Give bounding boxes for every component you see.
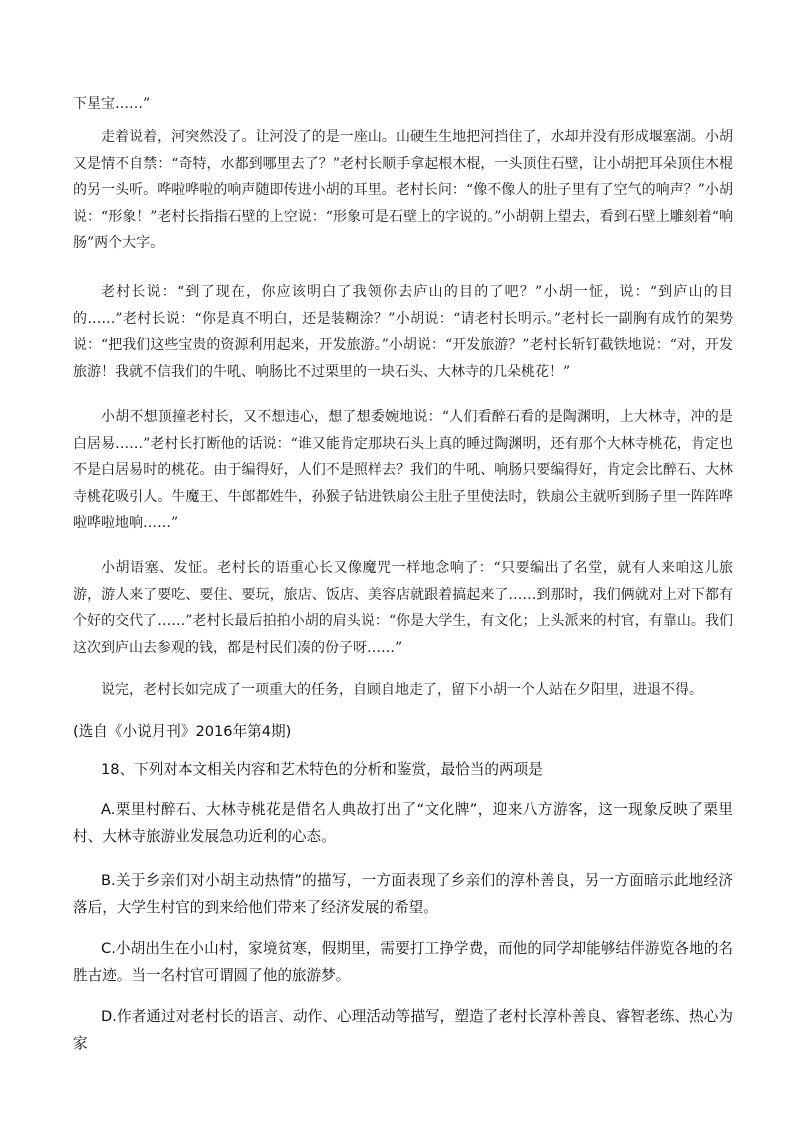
- answer-option-c: C.小胡出生在小山村，家境贫寒，假期里，需要打工挣学费，而他的同学却能够结伴游览各地的名胜古迹。当一名村官可谓圆了他的旅游梦。: [73, 940, 733, 984]
- story-paragraph: 小胡不想顶撞老村长，又不想违心，想了想委婉地说：“人们看醉石看的是陶渊明，上大林寺，冲的是白居易……”老村长打断他的话说：“谁又能肯定那块石头上真的睡过陶渊明，还有那个大林寺桃花，肯定也不是白居易时的桃花。由于编得好，人们不是照样去？我们的牛吼、响肠只要编得好，肯定会比醉石、大林寺桃花吸引人。牛魔王、牛郎都姓牛，孙猴子钻进铁扇公主肚子里使法时，铁扇公主就听到肠子里一阵阵哗啦哗啦地响……”: [73, 409, 733, 532]
- answer-option-a: A.栗里村醉石、大林寺桃花是借名人典故打出了“文化牌”，迎来八方游客，这一现象反映了栗里村、大林寺旅游业发展急功近利的心态。: [73, 801, 733, 845]
- story-paragraph: 小胡语塞、发怔。老村长的语重心长又像魔咒一样地念响了：“只要编出了名堂，就有人来咱这儿旅游，游人来了要吃、要住、要玩，旅店、饭店、美容店就跟着搞起来了……到那时，我们俩就对上对下都有个好的交代了……”老村长最后拍拍小胡的肩头说：“你是大学生，有文化；上头派来的村官，有靠山。我们这次到庐山去参观的钱，都是村民们凑的份子呀……”: [73, 560, 733, 656]
- question-stem: 18、下列对本文相关内容和艺术特色的分析和鉴赏，最恰当的两项是: [101, 761, 543, 778]
- story-paragraph: 老村长说：“到了现在，你应该明白了我领你去庐山的目的了吧？”小胡一怔，说：“到庐山的目的……”老村长说：“你是真不明白，还是装糊涂？”小胡说：“请老村长明示。”老村长一副胸有成竹的架势说：“把我们这些宝贵的资源利用起来，开发旅游。”小胡说：“开发旅游？”老村长斩钉截铁地说：“对，开发旅游！我就不信我们的牛吼、响肠比不过栗里的一块石头、大林寺的几朵桃花！”: [73, 284, 733, 380]
- source-citation: (选自《小说月刊》2016年第4期): [73, 723, 292, 740]
- story-paragraph: 走着说着，河突然没了。让河没了的是一座山。山硬生生地把河挡住了，水却并没有形成堰塞湖。小胡又是情不自禁：“奇特，水都到哪里去了？”老村长顺手拿起根木棍，一头顶住石壁，让小胡把耳朵顶住木棍的另一头听。哗啦哗啦的响声随即传进小胡的耳里。老村长问：“像不像人的肚子里有了空气的响声？”小胡说：“形象！”老村长指指石壁的上空说：“形象可是石壁上的字说的。”小胡朝上望去，看到石壁上雕刻着“响肠”两个大字。: [73, 129, 733, 252]
- answer-option-b: B.关于乡亲们对小胡主动热情”的描写，一方面表现了乡亲们的淳朴善良，另一方面暗示此地经济落后，大学生村官的到来给他们带来了经济发展的希望。: [73, 872, 733, 916]
- story-paragraph: 说完，老村长如完成了一项重大的任务，自顾自地走了，留下小胡一个人站在夕阳里，进退不得。: [101, 682, 703, 698]
- story-paragraph-continued: 下星宝……”: [73, 96, 151, 112]
- answer-option-d: D.作者通过对老村长的语言、动作、心理活动等描写，塑造了老村长淳朴善良、睿智老练、热心为家: [73, 1008, 733, 1052]
